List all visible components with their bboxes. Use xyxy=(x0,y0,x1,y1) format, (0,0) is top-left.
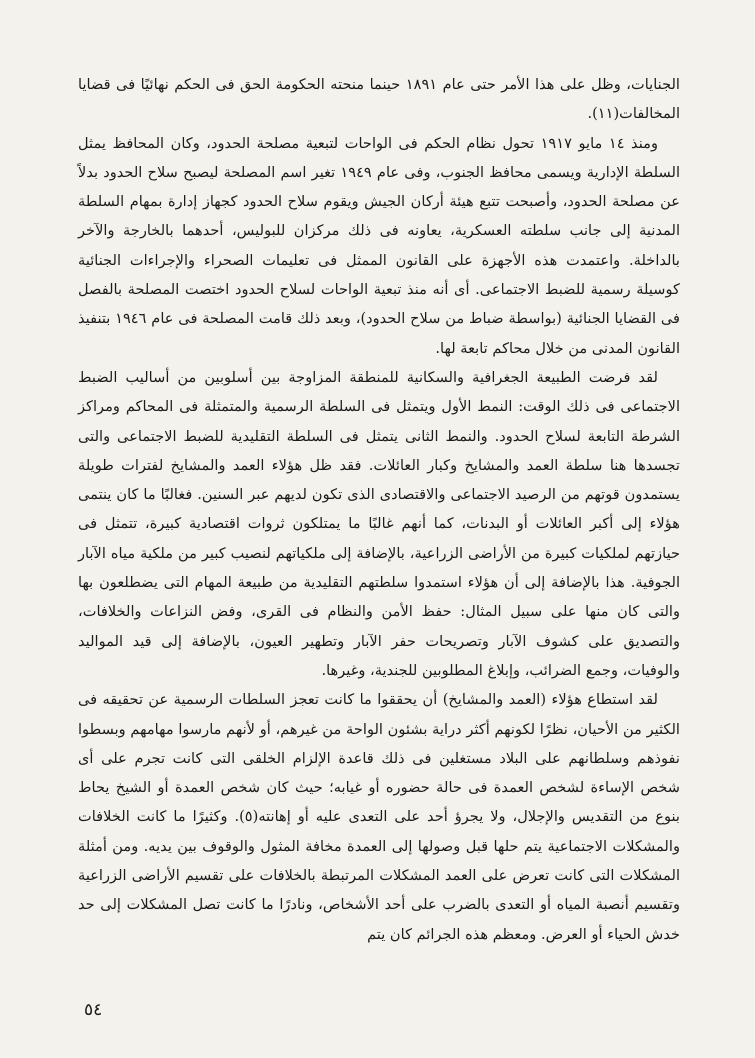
body-text xyxy=(78,70,680,949)
paragraph-1: الجنايات، وظل على هذا الأمر حتى عام ١٨٩١ حينما منحته الحكومة الحق فى الحكم نهائيًا فى قضايا المخالفات(١١). xyxy=(78,76,680,123)
paragraph-2: ومنذ ١٤ مايو ١٩١٧ تحول نظام الحكم فى الواحات لتبعية مصلحة الحدود، وكان المحافظ يمثل السلطة الإدارية ويسمى محافظ الجنوب، وفى عام ١٩٤٩ تغير اسم المصلحة ليصبح سلاح الحدود بدلاً عن مصلحة الحدود، وأصبحت تتبع هيئة أركان الجيش ويقوم سلاح الحدود كجهاز إدارة بمهام السلطة المدنية إلى جانب سلطته العسكرية، يعاونه فى ذلك مركزان للبوليس، أحدهما بالخارجة والآخر بالداخلة. واعتمدت هذه الأجهزة على القانون الممثل فى تعليمات الصحراء والإجراءات الجنائية كوسيلة رسمية للضبط الاجتماعى. أى أنه منذ تبعية الواحات لسلاح الحدود اختصت المصلحة بالفصل فى القضايا الجنائية (بواسطة ضباط من سلاح الحدود)، وبعد ذلك قامت المصلحة فى عام ١٩٤٦ بتنفيذ القانون المدنى من خلال محاكم تابعة لها. xyxy=(78,134,680,357)
page-number: ٥٤ xyxy=(84,1000,103,1020)
paragraph-4: لقد استطاع هؤلاء (العمد والمشايخ) أن يحققوا ما كانت تعجز السلطات الرسمية عن تحقيقه فى الكثير من الأحيان، نظرًا لكونهم أكثر دراية بشئون الواحة من غيرهم، أو لأنهم مارسوا مهامهم وبسطوا نفوذهم وسلطانهم على البلاد مستغلين فى ذلك قاعدة الإلزام الخلقى التى كانت تجرم على أى شخص الإساءة لشخص العمدة فى حالة حضوره أو غيابه؛ حيث كان شخص العمدة أو الشيخ يحاط بنوع من التقديس والإجلال، ولا يجرؤ أحد على التعدى عليه أو إهانته(٥). وكثيرًا ما كانت الخلافات والمشكلات الاجتماعية يتم حلها قبل وصولها إلى العمدة مخافة المثول والوقوف بين يديه. ومن أمثلة المشكلات التى كانت تعرض على العمد المشكلات المرتبطة بالخلافات على تقسيم الأراضى الزراعية وتقسيم أنصبة المياه أو التعدى بالضرب على أحد الأشخاص، ونادرًا ما كانت تصل المشكلات إلى حد خدش الحياء أو العرض. ومعظم هذه الجرائم كان يتم xyxy=(78,691,680,943)
paragraph-3: لقد فرضت الطبيعة الجغرافية والسكانية للمنطقة المزاوجة بين أسلوبين من أساليب الضبط الاجتماعى فى ذلك الوقت: النمط الأول ويتمثل فى السلطة الرسمية والمتمثلة فى المحاكم ومراكز الشرطة التابعة لسلاح الحدود. والنمط الثانى يتمثل فى السلطة التقليدية للضبط الاجتماعى والتى تجسدها هنا سلطة العمد والمشايخ وكبار العائلات. فقد ظل هؤلاء العمد والمشايخ لفترات طويلة يستمدون قوتهم من الرصيد الاجتماعى والاقتصادى الذى تكون لديهم عبر السنين. فغالبًا ما كان ينتمى هؤلاء إلى أكبر العائلات أو البدنات، كما أنهم غالبًا ما يمتلكون ثروات اقتصادية كبيرة، تتمثل فى حيازتهم لملكيات كبيرة من الأراضى الزراعية، بالإضافة إلى ملكياتهم لنصيب كبير من ملكية مياه الآبار الجوفية. هذا بالإضافة إلى أن هؤلاء استمدوا سلطتهم التقليدية من طبيعة المهام التى يضطلعون بها والتى كان منها على سبيل المثال: حفظ الأمن والنظام فى القرى، وفض النزاعات والخلافات، والتصديق على كشوف الآبار وتصريحات حفر الآبار وتطهير العيون، بالإضافة إلى قيد المواليد والوفيات، وجمع الضرائب، وإبلاغ المطلوبين للجندية، وغيرها. xyxy=(78,368,680,679)
